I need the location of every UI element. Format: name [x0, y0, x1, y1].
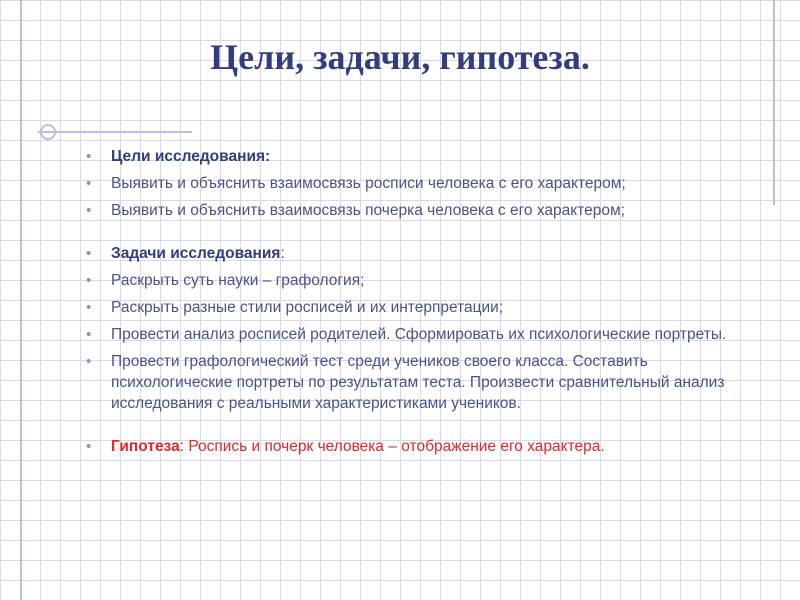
bullet-icon: •: [86, 202, 92, 219]
notebook-margin-line: [20, 0, 22, 600]
decorative-circle: [40, 124, 56, 140]
hypothesis-text: : Роспись и почерк человека – отображение его характера.: [179, 438, 605, 455]
list-item: [86, 351, 746, 414]
goal-text: Выявить и объяснить взаимосвязь росписи человека с его характером;: [111, 175, 626, 192]
hypothesis-item: [86, 436, 746, 457]
list-item: [86, 146, 746, 167]
slide-title: Цели, задачи, гипотеза.: [210, 37, 590, 77]
list-item: [86, 297, 746, 318]
list-item: [86, 243, 746, 264]
task-text: Провести анализ росписей родителей. Сформировать их психологические портреты.: [111, 326, 727, 343]
task-text: Раскрыть суть науки – графология;: [111, 272, 365, 289]
task-text: Провести графологический тест среди учеников своего класса. Составить психологические портреты по результатам теста. Произвести сравнительный анализ исследования с реальными характеристиками учеников.: [111, 353, 725, 412]
list-item: [86, 173, 746, 194]
list-item: [86, 324, 746, 345]
goals-heading: Цели исследования:: [111, 148, 271, 165]
bullet-icon: •: [86, 175, 92, 192]
list-item: [86, 200, 746, 221]
decorative-horizontal-line: [38, 131, 192, 133]
list-item: [86, 270, 746, 291]
bullet-icon: •: [86, 299, 92, 316]
bullet-icon: •: [86, 245, 92, 262]
bullet-icon: •: [86, 326, 92, 343]
goal-text: Выявить и объяснить взаимосвязь почерка человека с его характером;: [111, 202, 625, 219]
bullet-icon: •: [86, 148, 92, 165]
hypothesis-label: Гипотеза: [111, 438, 180, 455]
notebook-right-line: [773, 0, 775, 205]
bullet-icon: •: [86, 272, 92, 289]
tasks-heading: Задачи исследования: [111, 245, 281, 262]
bullet-icon: •: [86, 353, 92, 370]
task-text: Раскрыть разные стили росписей и их интерпретации;: [111, 299, 504, 316]
bullet-icon: •: [86, 438, 92, 455]
tasks-heading-colon: :: [280, 245, 285, 262]
slide-content: [86, 146, 746, 463]
